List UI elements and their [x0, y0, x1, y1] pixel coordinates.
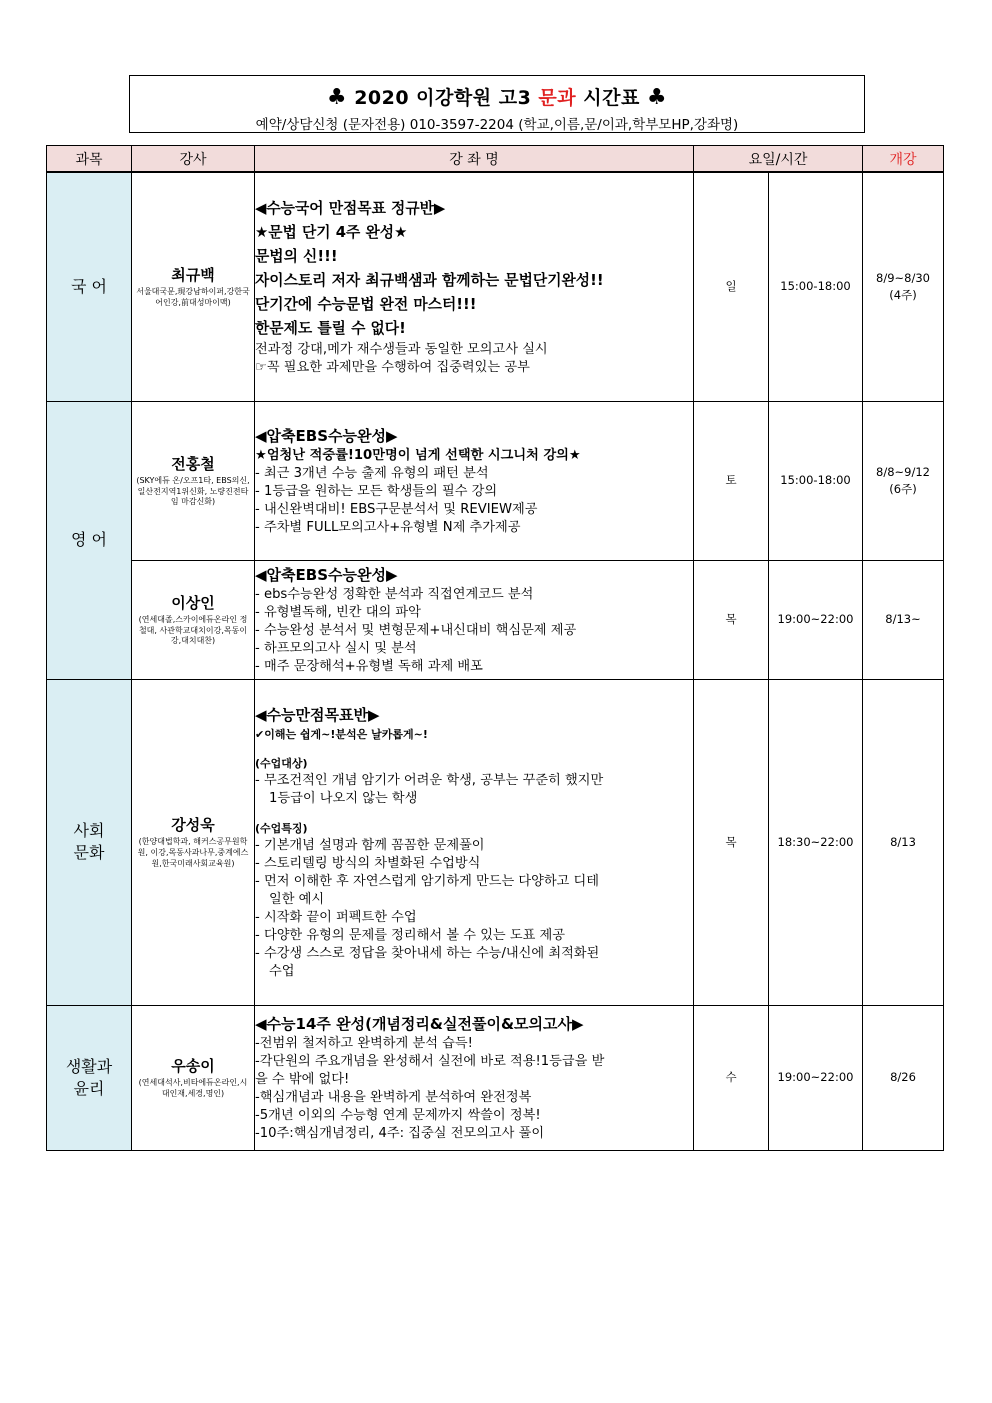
course-line: - 먼저 이해한 후 자연스럽게 암기하게 만드는 다양하고 디테	[255, 873, 600, 889]
teacher-name: 강성욱	[171, 816, 215, 835]
teacher-name: 이상인	[171, 593, 215, 612]
course-line: - 주차별 FULL모의고사+유형별 N제 추가제공	[255, 519, 521, 535]
subject-cell: 국 어	[47, 172, 132, 401]
start-weeks: (4주)	[889, 287, 917, 302]
day-cell: 토	[694, 401, 769, 560]
day-cell: 수	[694, 1005, 769, 1150]
page-subtitle: 예약/상담신청 (문자전용) 010-3597-2204 (학교,이름,문/이과,학부모HP,강좌명)	[255, 117, 739, 133]
club-icon: ♣	[646, 85, 668, 110]
subject-line: 윤리	[73, 1078, 105, 1098]
start-weeks: (6주)	[889, 481, 917, 496]
course-cell	[255, 679, 694, 1005]
start-cell	[863, 172, 944, 401]
section-title: (수업대상)	[255, 756, 308, 770]
header-row	[47, 146, 944, 173]
course-line: - 1등급을 원하는 모든 학생들의 필수 강의	[255, 483, 498, 499]
course-line: -전범위 철저하고 완벽하게 분석 습득!	[255, 1035, 473, 1051]
course-line: - ebs수능완성 정확한 분석과 직접연계코드 분석	[255, 586, 534, 602]
teacher-cell	[132, 679, 255, 1005]
time-cell: 19:00~22:00	[769, 560, 863, 679]
teacher-cell	[132, 560, 255, 679]
course-line: - 내신완벽대비! EBS구문분석서 및 REVIEW제공	[255, 501, 538, 517]
course-line: - 시작화 끝이 퍼펙트한 수업	[255, 909, 417, 925]
start-cell	[863, 401, 944, 560]
start-date: 8/9~8/30	[876, 271, 930, 286]
course-line: 1등급이 나오지 않는 학생	[269, 790, 418, 806]
course-line: 을 수 밖에 없다!	[255, 1071, 350, 1087]
teacher-cell	[132, 401, 255, 560]
course-line: -5개년 이외의 수능형 연계 문제까지 싹쓸이 정복!	[255, 1107, 541, 1123]
course-line: - 다양한 유형의 문제를 정리해서 볼 수 있는 도표 제공	[255, 927, 566, 943]
table-row	[47, 401, 944, 560]
course-cell	[255, 560, 694, 679]
day-cell: 일	[694, 172, 769, 401]
course-line: - 최근 3개년 수능 출제 유형의 패턴 분석	[255, 465, 489, 481]
course-cell	[255, 401, 694, 560]
course-line: 전과정 강대,메가 재수생들과 동일한 모의고사 실시	[255, 341, 548, 357]
table-row	[47, 560, 944, 679]
teacher-desc: (연세대석사,비타에듀온라인,시대인재,세경,명인)	[138, 1078, 248, 1098]
course-line: - 수강생 스스로 정답을 찾아내세 하는 수능/내신에 최적화된	[255, 945, 600, 961]
title-text-1: 2020 이강학원 고3	[354, 87, 539, 109]
club-icon: ♣	[326, 85, 348, 110]
course-tagline: ✔이해는 쉽게~!분석은 날카롭게~!	[255, 727, 428, 741]
subject-line: 생활과	[65, 1056, 113, 1076]
header-course: 강 좌 명	[255, 146, 694, 173]
table-row	[47, 1005, 944, 1150]
course-line: ★엄청난 적중률!10만명이 넘게 선택한 시그니처 강의★	[255, 447, 581, 463]
teacher-desc: (SKY에듀 온/오프1타, EBS의신, 일산전지역1위신화, 노량진전타임 마감신화)	[136, 475, 250, 507]
course-line: - 기본개념 설명과 함께 꼼꼼한 문제풀이	[255, 837, 485, 853]
course-title: ◀수능14주 완성(개념정리&실전풀이&모의고사▶	[255, 1014, 584, 1033]
course-line: - 스토리텔링 방식의 차별화된 수업방식	[255, 855, 481, 871]
teacher-cell	[132, 1005, 255, 1150]
course-line: - 수능완성 분석서 및 변형문제+내신대비 핵심문제 제공	[255, 622, 577, 638]
teacher-cell	[132, 172, 255, 401]
header-teacher: 강사	[132, 146, 255, 173]
teacher-name: 전홍철	[171, 454, 215, 473]
course-title: ◀압축EBS수능완성▶	[255, 565, 398, 584]
start-cell: 8/26	[863, 1005, 944, 1150]
subject-line: 문화	[73, 843, 105, 862]
teacher-desc: (연세대졸,스카이에듀온라인 정철대, 사관학교대치이강,목동이강,대치대찬)	[138, 614, 248, 646]
title-text-2: 시간표	[576, 87, 647, 109]
day-cell: 목	[694, 679, 769, 1005]
subject-cell	[47, 679, 132, 1005]
course-line: 일한 예시	[269, 891, 325, 907]
header-schedule: 요일/시간	[694, 146, 863, 173]
title-box	[129, 75, 865, 133]
start-cell: 8/13~	[863, 560, 944, 679]
teacher-name: 최규백	[171, 266, 215, 285]
course-title: ◀수능만점목표반▶	[255, 705, 380, 724]
course-line: - 무조건적인 개념 암기가 어려운 학생, 공부는 꾸준히 했지만	[255, 772, 604, 788]
teacher-name: 우송이	[171, 1057, 215, 1076]
teacher-desc: (한양대법학과, 해커스공무원학원, 이강,목동사과나무,중계에스원,한국미래사회교육원)	[137, 837, 249, 868]
course-line: 단기간에 수능문법 완전 마스터!!!	[255, 295, 477, 313]
time-cell: 15:00-18:00	[769, 401, 863, 560]
subject-cell: 영 어	[47, 401, 132, 679]
course-line: 자이스토리 저자 최규백샘과 함께하는 문법단기완성!!	[255, 271, 604, 289]
time-cell: 18:30~22:00	[769, 679, 863, 1005]
course-line: -10주:핵심개념정리, 4주: 집중실 전모의고사 풀이	[255, 1125, 545, 1141]
subject-line: 사회	[73, 821, 105, 841]
table-row	[47, 172, 944, 401]
course-line: -각단원의 주요개념을 완성해서 실전에 바로 적용!1등급을 받	[255, 1053, 605, 1069]
course-line: ☞꼭 필요한 과제만을 수행하여 집중력있는 공부	[255, 359, 530, 375]
teacher-desc: 서울대국문,現강남하이퍼,강한국어인강,前대성마이맥)	[136, 287, 250, 308]
course-line: ★문법 단기 4주 완성★	[255, 223, 408, 241]
start-cell: 8/13	[863, 679, 944, 1005]
day-cell: 목	[694, 560, 769, 679]
course-line: - 하프모의고사 실시 및 분석	[255, 640, 417, 656]
course-line: - 매주 문장해석+유형별 독해 과제 배포	[255, 658, 483, 674]
title-text-red: 문과	[538, 87, 577, 109]
section-title: (수업특징)	[255, 821, 308, 835]
header-subject: 과목	[47, 146, 132, 173]
course-cell	[255, 1005, 694, 1150]
course-cell	[255, 172, 694, 401]
course-title: ◀압축EBS수능완성▶	[255, 426, 398, 445]
time-cell: 15:00-18:00	[769, 172, 863, 401]
course-title: ◀수능국어 만점목표 정규반▶	[255, 199, 446, 217]
page-title	[130, 83, 864, 110]
table-row	[47, 679, 944, 1005]
start-date: 8/8~9/12	[876, 464, 930, 479]
header-start: 개강	[863, 146, 944, 173]
time-cell: 19:00~22:00	[769, 1005, 863, 1150]
course-line: - 유형별독해, 빈칸 대의 파악	[255, 604, 421, 620]
timetable	[46, 145, 944, 1151]
course-line: -핵심개념과 내용을 완벽하게 분석하여 완전정복	[255, 1089, 532, 1105]
subject-cell	[47, 1005, 132, 1150]
course-line: 한문제도 틀릴 수 없다!	[255, 319, 406, 337]
course-line: 수업	[269, 963, 295, 979]
course-line: 문법의 신!!!	[255, 247, 338, 265]
